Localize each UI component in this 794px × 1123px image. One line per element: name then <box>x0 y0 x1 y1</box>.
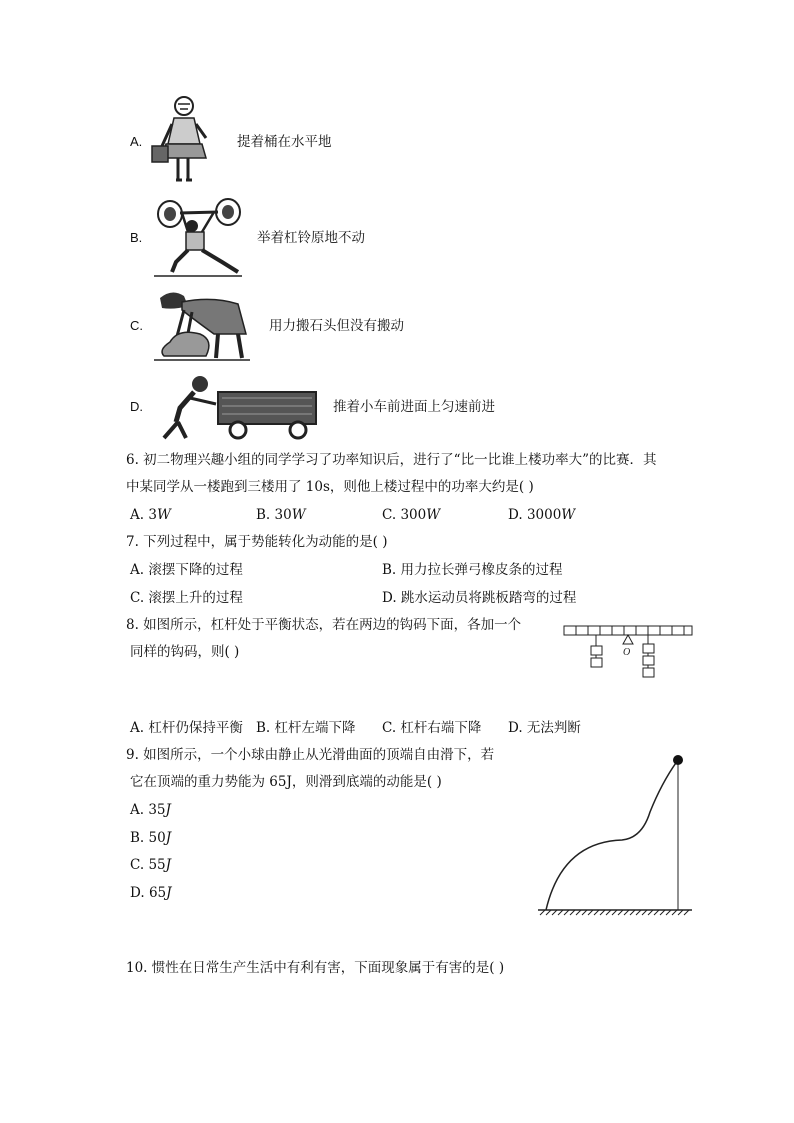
option-letter: A. <box>130 507 149 523</box>
option-unit: J <box>166 885 172 901</box>
weightlifter-illustration <box>152 198 244 278</box>
option-text: 提着桶在水平地 <box>237 134 332 150</box>
option-letter: A. <box>130 134 143 149</box>
smooth-curve <box>546 760 678 910</box>
question-stem-line: 9. 如图所示，一个小球由静止从光滑曲面的顶端自由滑下，若 <box>126 747 495 763</box>
question-stem-line: 同样的钩码，则( ) <box>130 644 240 660</box>
option-value: 30 <box>274 507 292 523</box>
curved-slope-diagram <box>532 752 696 918</box>
question-10-stem: 10. 惯性在日常生产生活中有利有害，下面现象属于有害的是( ) <box>126 960 505 976</box>
option-unit: W <box>156 507 171 523</box>
option-c: C. 滚摆上升的过程 <box>130 590 243 606</box>
option-text: 举着杠铃原地不动 <box>257 230 365 246</box>
fulcrum <box>623 635 633 644</box>
option-d <box>508 506 575 524</box>
option-d: D. 无法判断 <box>508 720 581 736</box>
option-unit: W <box>561 507 576 523</box>
option-c <box>382 506 440 524</box>
option-b: B. 杠杆左端下降 <box>256 720 356 736</box>
option-unit: J <box>165 830 172 846</box>
option-d <box>130 884 172 902</box>
ground-hatching <box>538 910 692 915</box>
option-letter: C. <box>130 857 149 873</box>
fulcrum-label: O <box>623 647 631 658</box>
option-letter: B. <box>130 830 149 846</box>
question-stem-line: 它在顶端的重力势能为 65J，则滑到底端的动能是( ) <box>130 774 442 790</box>
question-stem-line: 中某同学从一楼跑到三楼用了 10s，则他上楼过程中的功率大约是( ) <box>126 479 534 495</box>
option-text: 用力搬石头但没有搬动 <box>269 318 404 334</box>
option-unit: W <box>291 507 306 523</box>
option-letter: A. <box>130 802 149 818</box>
left-weights <box>591 635 602 667</box>
option-a <box>130 801 171 819</box>
cart-pusher-illustration <box>150 372 322 442</box>
option-letter: B. <box>130 230 143 245</box>
option-value: 65 <box>148 885 167 901</box>
option-letter: D. <box>130 399 143 414</box>
option-value: 55 <box>148 857 166 873</box>
bucket-carrier-illustration <box>148 94 214 186</box>
option-letter: D. <box>130 885 149 901</box>
lever-diagram <box>562 618 694 682</box>
option-c: C. 杠杆右端下降 <box>382 720 482 736</box>
option-letter: D. <box>508 507 527 523</box>
option-a: A. 杠杆仍保持平衡 <box>130 720 243 736</box>
right-weights <box>643 635 654 677</box>
option-letter: B. <box>256 507 275 523</box>
option-a: A. 滚摆下降的过程 <box>130 562 243 578</box>
option-unit: J <box>165 857 172 873</box>
ball <box>673 755 683 765</box>
question-stem-line: 6. 初二物理兴趣小组的同学学习了功率知识后，进行了“比一比谁上楼功率大”的比赛．其 <box>126 452 657 468</box>
option-value: 3000 <box>526 507 562 523</box>
option-unit: J <box>165 802 171 818</box>
stone-lifter-illustration <box>152 288 252 364</box>
option-d: D. 跳水运动员将跳板踏弯的过程 <box>382 590 577 606</box>
option-value: 300 <box>400 507 427 523</box>
option-unit: W <box>426 507 441 523</box>
option-b <box>256 506 306 524</box>
option-b <box>130 829 171 847</box>
option-value: 3 <box>148 507 157 523</box>
question-stem: 7. 下列过程中，属于势能转化为动能的是( ) <box>126 534 388 550</box>
option-letter: C. <box>130 318 143 333</box>
option-b: B. 用力拉长弹弓橡皮条的过程 <box>382 562 563 578</box>
lever-bar <box>564 626 692 635</box>
option-value: 35 <box>148 802 166 818</box>
option-c <box>130 856 171 874</box>
option-a <box>130 506 171 524</box>
option-value: 50 <box>148 830 166 846</box>
question-stem-line: 8. 如图所示，杠杆处于平衡状态，若在两边的钩码下面，各加一个 <box>126 617 522 633</box>
option-letter: C. <box>382 507 401 523</box>
option-text: 推着小车前进面上匀速前进 <box>333 399 495 415</box>
